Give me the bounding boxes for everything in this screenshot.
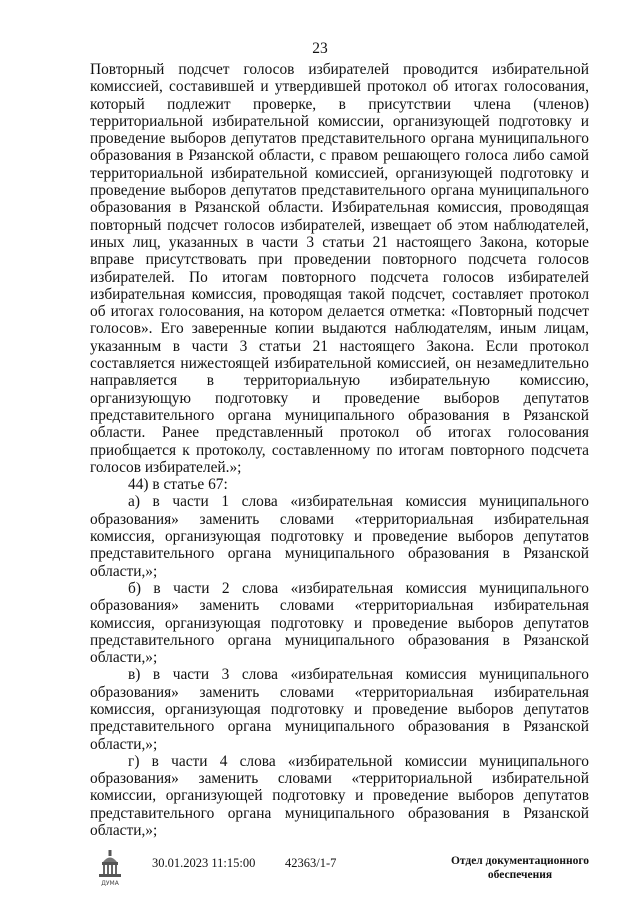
paragraph-item-g: г) в части 4 слова «избирательной комиссии муниципального образования» заменить словами «территориальной избирательной комиссии, организующей подготовку и проведение выборов депутатов представительного органа муниципального образования в Рязанской области,»; (90, 752, 589, 840)
paragraph-item-b: б) в части 2 слова «избирательная комиссия муниципального образования» заменить словами «территориальная избирательная комиссия, организующая подготовку и проведение выборов депутатов представительного органа муниципального образования в Рязанской области,»; (90, 579, 589, 667)
document-body (90, 61, 589, 839)
page-footer (0, 850, 640, 900)
svg-text:ДУМА: ДУМА (101, 880, 119, 887)
paragraph-item-44: 44) в статье 67: (128, 476, 228, 494)
footer-department-line2: обеспечения (487, 869, 553, 881)
paragraph-recount: Повторный подсчет голосов избирателей проводится избирательной комиссией, составившей и утвердившей протокол об итогах голосования, который подлежит проверке, в присутствии члена (членов) территориальной избирательной комиссии, организующей подготовку и проведение выборов депутатов представительного органа муниципального образования в Рязанской области, с правом решающего голоса либо самой территориальной избирательной комиссией, организующей подготовку и проведение выборов депутатов представительного органа муниципального образования в Рязанской области. Избирательная комиссия, проводящая повторный подсчет голосов избирателей, извещает об этом наблюдателей, иных лиц, указанных в части 3 статьи 21 настоящего Закона, которые вправе присутствовать при проведении повторного подсчета голосов избирателей. По итогам повторного подсчета голосов избирателей избирательная комиссия, проводящая такой подсчет, составляет протокол об итогах голосования, на котором делается отметка: «Повторный подсчет голосов». Его заверенные копии выдаются наблюдателям, иным лицам, указанным в части 3 статьи 21 настоящего Закона. Если протокол составляется нижестоящей избирательной комиссией, он незамедлительно направляется в территориальную избирательную комиссию, организующую подготовку и проведение выборов депутатов представительного органа муниципального образования в Рязанской области. Ранее представленный протокол об итогах голосования приобщается к протоколу, составленному по итогам повторного подсчета голосов избирателей.»; (90, 61, 589, 476)
footer-document-code: 42363/1-7 (285, 856, 337, 870)
page-number: 23 (312, 40, 328, 57)
paragraph-item-a: а) в части 1 слова «избирательная комиссия муниципального образования» заменить словами «территориальная избирательная комиссия, организующая подготовку и проведение выборов депутатов представительного органа муниципального образования в Рязанской области,»; (90, 493, 589, 580)
footer-department-line1: Отдел документационного (450, 855, 590, 867)
footer-department-stamp (445, 854, 595, 882)
duma-logo-icon (95, 850, 125, 888)
paragraph-item-v: в) в части 3 слова «избирательная комиссия муниципального образования» заменить словами «территориальная избирательная комиссия, организующая подготовку и проведение выборов депутатов представительного органа муниципального образования в Рязанской области,»; (90, 666, 589, 753)
footer-date: 30.01.2023 11:15:00 (152, 856, 256, 870)
